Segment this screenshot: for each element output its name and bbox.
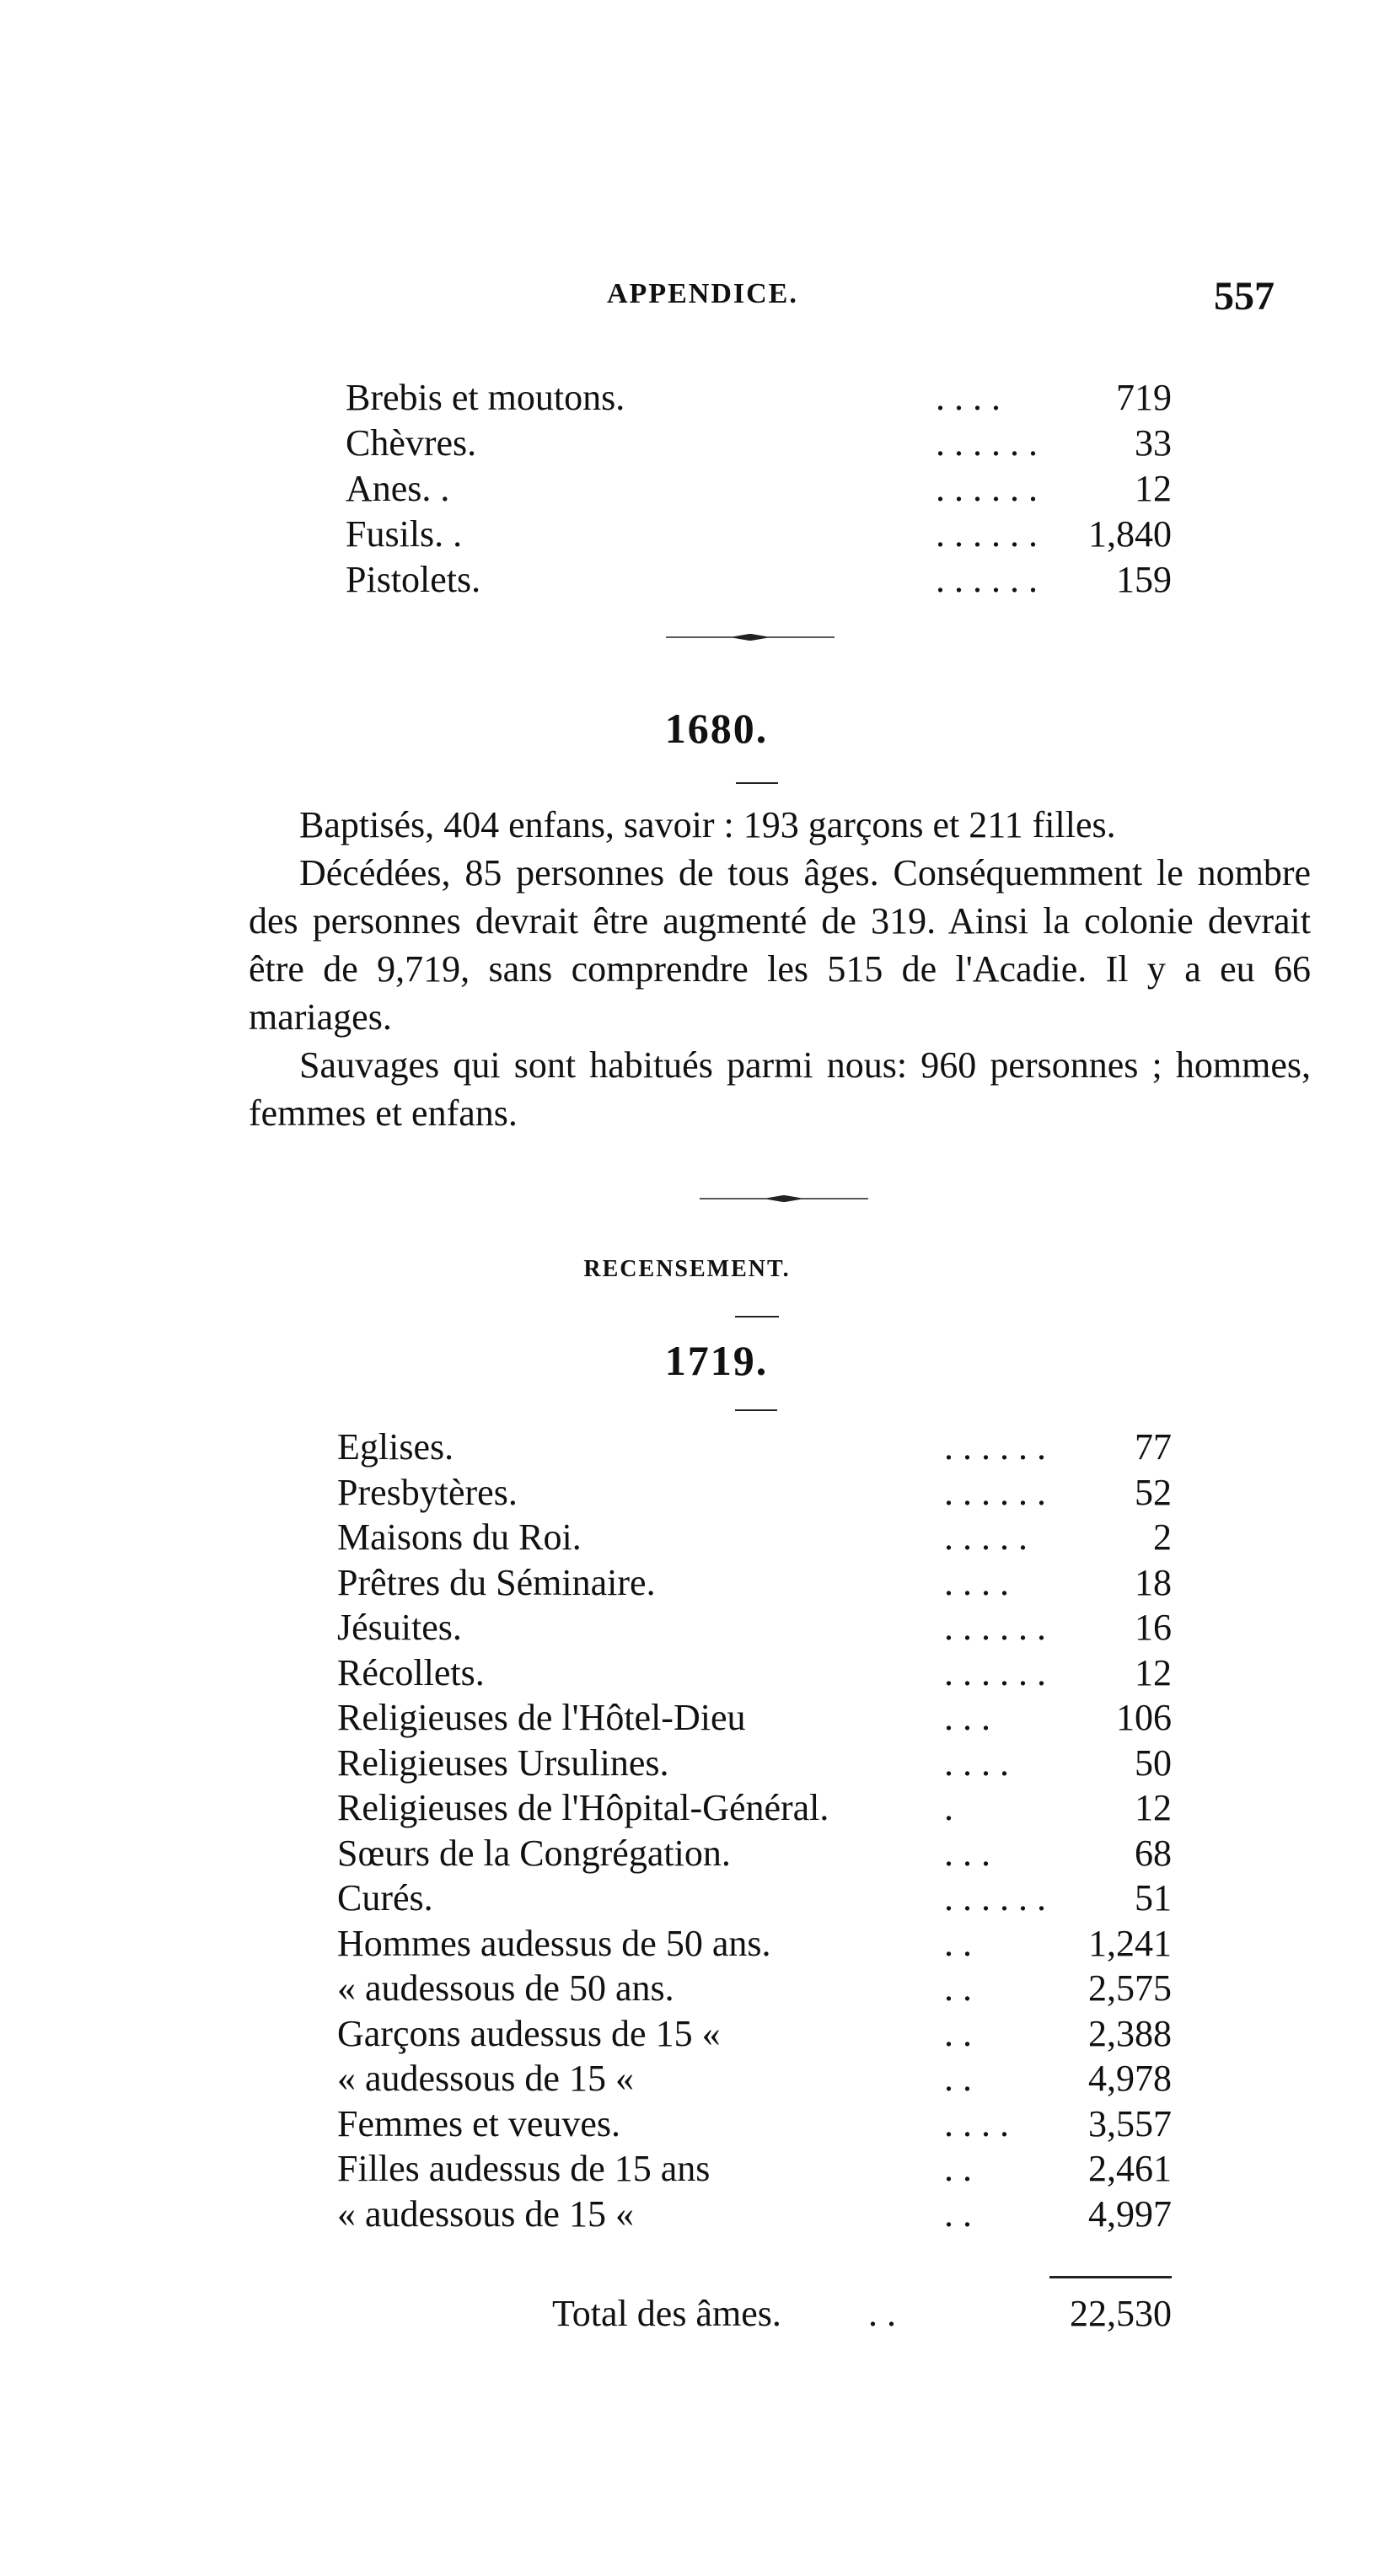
list-item — [337, 1425, 1172, 1470]
item-value: 77 — [1135, 1426, 1172, 1468]
leader-dots: . . . . . . — [944, 1607, 1046, 1648]
leader-dots: . . — [944, 2192, 972, 2235]
item-label: Brebis et moutons. — [346, 377, 625, 418]
list-item — [337, 1921, 1172, 1967]
short-rule — [735, 1316, 779, 1318]
leader-dots: . . — [944, 1922, 972, 1964]
leader-dots: . . . . . . — [944, 1471, 1046, 1513]
item-label: Jésuites. — [337, 1607, 462, 1648]
item-label: Hommes audessus de 50 ans. — [337, 1922, 771, 1964]
running-head — [0, 274, 1374, 329]
item-value: 1,840 — [1088, 513, 1172, 555]
leader-dots: . . . . — [936, 377, 1001, 418]
item-value: 3,557 — [1088, 2102, 1172, 2144]
item-value: 4,997 — [1088, 2192, 1172, 2235]
item-value: 50 — [1135, 1741, 1172, 1784]
paragraph: Décédées, 85 personnes de tous âges. Conséquemment le nombre des personnes devrait être augmenté de 319. Ainsi la colonie devrait être de 9,719, sans comprendre les 515 de l'Acadie. Il y a eu 66 mariages. — [249, 852, 1311, 1038]
year-heading-1719: 1719. — [664, 1337, 769, 1384]
list-item — [337, 2056, 1172, 2101]
list-item — [337, 1605, 1172, 1650]
item-value: 52 — [1135, 1471, 1172, 1513]
total-rule — [1049, 2276, 1172, 2278]
item-value: 1,241 — [1088, 1922, 1172, 1964]
leader-dots: . . — [868, 2293, 896, 2334]
item-value: 2,461 — [1088, 2148, 1172, 2189]
list-item — [337, 1695, 1172, 1741]
list-item — [346, 375, 1172, 421]
item-label: Pistolets. — [346, 559, 481, 600]
list-item — [337, 2011, 1172, 2057]
item-label: Eglises. — [337, 1426, 454, 1468]
ornamental-rule — [700, 1195, 868, 1202]
leader-dots: . . . . . . — [944, 1651, 1046, 1693]
leader-dots: . . . . . . — [936, 559, 1038, 600]
item-value: 4,978 — [1088, 2058, 1172, 2099]
item-label: « audessous de 50 ans. — [337, 1967, 674, 2009]
leader-dots: . . . — [944, 1832, 990, 1874]
total-label: Total des âmes. — [552, 2293, 781, 2334]
total-row — [337, 2289, 1172, 2339]
list-item — [337, 2192, 1172, 2237]
item-value: 12 — [1135, 468, 1172, 509]
leader-dots: . . . . . . — [944, 1877, 1046, 1919]
leader-dots: . . — [944, 1967, 972, 2009]
list-item — [346, 466, 1172, 512]
list-item — [337, 1515, 1172, 1560]
item-value: 159 — [1116, 559, 1172, 600]
item-label: Prêtres du Séminaire. — [337, 1561, 656, 1603]
ornamental-rule — [666, 634, 835, 641]
item-label: Sœurs de la Congrégation. — [337, 1832, 731, 1874]
item-label: Religieuses de l'Hôtel-Dieu — [337, 1697, 746, 1738]
item-value: 2,388 — [1088, 2012, 1172, 2054]
leader-dots: . . — [944, 2148, 972, 2189]
list-item — [337, 1470, 1172, 1516]
leader-dots: . . . — [944, 1697, 990, 1738]
list-item — [346, 557, 1172, 603]
leader-dots: . . . . . . — [936, 468, 1038, 509]
total-value: 22,530 — [1070, 2293, 1172, 2334]
item-label: Presbytères. — [337, 1471, 518, 1513]
list-item — [337, 1831, 1172, 1876]
item-value: 68 — [1135, 1832, 1172, 1874]
item-label: Curés. — [337, 1877, 433, 1919]
list-item — [337, 2101, 1172, 2147]
item-value: 2 — [1153, 1516, 1172, 1558]
running-title: APPENDICE. — [607, 278, 798, 309]
paragraph: Baptisés, 404 enfans, savoir : 193 garçons et 211 filles. — [299, 804, 1116, 845]
item-value: 16 — [1135, 1607, 1172, 1648]
leader-dots: . . . . . . — [936, 422, 1038, 464]
leader-dots: . . . . . — [944, 1516, 1028, 1558]
list-item — [337, 1785, 1172, 1831]
item-label: Religieuses Ursulines. — [337, 1741, 669, 1784]
list-item — [337, 1560, 1172, 1606]
item-label: Maisons du Roi. — [337, 1516, 582, 1558]
census-heading: RECENSEMENT. — [583, 1256, 791, 1282]
census-list — [337, 1425, 1172, 2236]
list-item — [346, 421, 1172, 466]
leader-dots: . . . . . . — [944, 1426, 1046, 1468]
list-item — [337, 1876, 1172, 1921]
item-label: Garçons audessus de 15 « — [337, 2012, 721, 2054]
list-item — [337, 1741, 1172, 1786]
year-heading-1680: 1680. — [664, 705, 769, 752]
item-value: 12 — [1135, 1787, 1172, 1828]
item-label: Fusils. . — [346, 513, 463, 555]
list-item — [337, 1966, 1172, 2011]
item-value: 719 — [1116, 377, 1172, 418]
page-number: 557 — [1214, 274, 1275, 319]
short-rule — [736, 782, 778, 784]
leader-dots: . — [944, 1787, 953, 1828]
livestock-list — [346, 375, 1172, 603]
item-label: Chèvres. — [346, 422, 477, 464]
item-value: 12 — [1135, 1651, 1172, 1693]
item-label: Femmes et veuves. — [337, 2102, 621, 2144]
leader-dots: . . . . — [944, 2102, 1009, 2144]
leader-dots: . . — [944, 2058, 972, 2099]
item-label: Filles audessus de 15 ans — [337, 2148, 711, 2189]
item-label: Anes. . — [346, 468, 450, 509]
leader-dots: . . — [944, 2012, 972, 2054]
item-value: 106 — [1116, 1697, 1172, 1738]
paragraph: Sauvages qui sont habitués parmi nous: 960 personnes ; hommes, femmes et enfans. — [249, 1044, 1311, 1134]
item-value: 2,575 — [1088, 1967, 1172, 2009]
item-label: « audessous de 15 « — [337, 2058, 634, 2099]
leader-dots: . . . . — [944, 1741, 1009, 1784]
item-value: 51 — [1135, 1877, 1172, 1919]
leader-dots: . . . . . . — [936, 513, 1038, 555]
list-item — [346, 512, 1172, 557]
item-label: Religieuses de l'Hôpital-Général. — [337, 1787, 829, 1828]
item-value: 18 — [1135, 1561, 1172, 1603]
list-item — [337, 1650, 1172, 1696]
item-label: Récollets. — [337, 1651, 485, 1693]
leader-dots: . . . . — [944, 1561, 1009, 1603]
text-1680 — [249, 801, 1311, 1137]
short-rule — [735, 1409, 777, 1411]
list-item — [337, 2146, 1172, 2192]
item-value: 33 — [1135, 422, 1172, 464]
item-label: « audessous de 15 « — [337, 2192, 634, 2235]
